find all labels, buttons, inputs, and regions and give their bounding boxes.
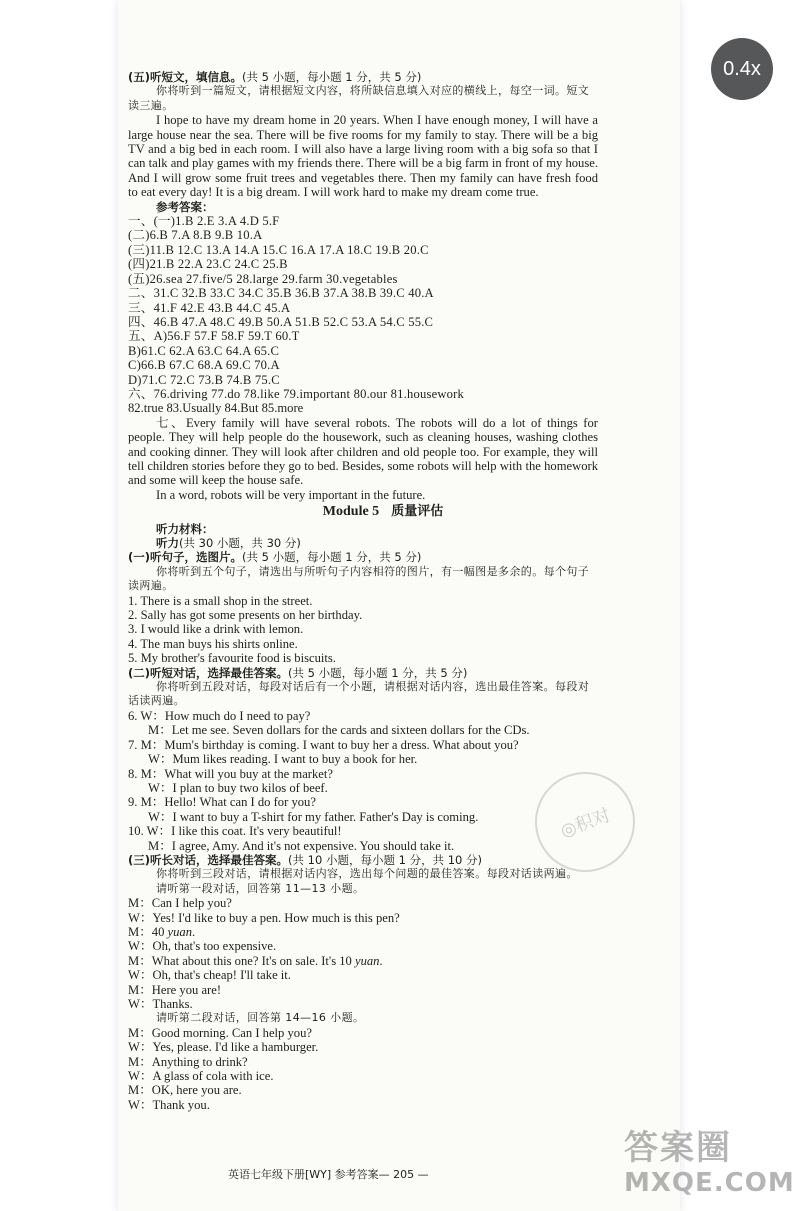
answer-line: D)71.C 72.C 73.B 74.B 75.C (128, 372, 280, 387)
dialogue-line: W：I want to buy a T-shirt for my father. Father's Day is coming. (148, 809, 479, 824)
dialogue-line: M：Can I help you? (128, 896, 232, 911)
answer-line: (三)11.B 12.C 13.A 14.A 15.C 16.A 17.A 18.C 19.B 20.C (128, 242, 429, 257)
answer-line: 五、A)56.F 57.F 58.F 59.T 60.T (128, 329, 300, 344)
answer-line: (四)21.B 22.A 23.C 24.C 25.B (128, 257, 288, 272)
answers-label: 参考答案： (156, 199, 214, 214)
listening-sentence: 3. I would like a drink with lemon. (128, 622, 304, 637)
listening-sentence: 1. There is a small shop in the street. (128, 593, 313, 608)
dialogue-line: W：Oh, that's cheap! I'll take it. (128, 968, 291, 983)
answer-line: 三、41.F 42.E 43.B 44.C 45.A (128, 300, 291, 315)
dialogue-line: W：Thanks. (128, 997, 193, 1011)
part-2-instructions: 你将听到五段对话，每段对话后有一个小题，请根据对话内容，选出最佳答案。每段对话读两遍。 (128, 680, 590, 708)
dialogue-line: W：I plan to buy two kilos of beef. (148, 780, 328, 795)
dialogue-line: M：OK, here you are. (128, 1083, 242, 1098)
dialogue-2 (128, 1026, 598, 1112)
dialogue-line: M：Here you are! (128, 982, 222, 997)
part-3-instructions: 你将听到三段对话，请根据对话内容，选出每个问题的最佳答案。每段对话读两遍。 (156, 867, 578, 881)
answer-essay: 七、Every family will have several robots. The robots will do a lot of things for people. They will help people do the housework, such as cleaning houses, washing clothes and cooking dinner. They will look after children and old people too. For example, they will tell children stories before they go to bed. Besides, some robots will help with the homework and some will keep the house safe. (128, 415, 598, 488)
dialogue-line: 10. W：I like this coat. It's very beautiful! (128, 824, 342, 839)
answer-line: 六、76.driving 77.do 78.like 79.important 80.our 81.housework (128, 386, 465, 401)
dialogue-line: M：Let me see. Seven dollars for the cards and sixteen dollars for the CDs. (148, 723, 530, 738)
dialogue-2-intro: 请听第二段对话，回答第 14—16 小题。 (156, 1011, 365, 1025)
dialogue-line: W：Yes, please. I'd like a hamburger. (128, 1040, 319, 1055)
dialogue-line: M：I agree, Amy. And it's not expensive. You should take it. (148, 838, 455, 853)
dialogue-line: W：Mum likes reading. I want to buy a book for her. (148, 752, 418, 767)
section-5-heading: (五)听短文，填信息。(共 5 小题，每小题 1 分，共 5 分) (128, 70, 422, 84)
dialogue-line: W：Oh, that's too expensive. (128, 939, 277, 954)
material-label: 听力材料： (156, 521, 214, 536)
dialogue-line: 8. M：What will you buy at the market? (128, 766, 333, 781)
answer-line: 二、31.C 32.B 33.C 34.C 35.B 36.B 37.A 38.B 39.C 40.A (128, 286, 434, 301)
dialogue-line: M：Anything to drink? (128, 1054, 248, 1069)
dialogue-1 (128, 896, 598, 1011)
part-1-items (128, 594, 598, 666)
dialogue-line: W：Thank you. (128, 1097, 210, 1112)
dialogue-line: 6. W：How much do I need to pay? (128, 708, 311, 723)
part-1-instructions: 你将听到五个句子，请选出与所听句子内容相符的图片，有一幅图是多余的。每个句子读两遍。 (128, 564, 590, 593)
listening-sentence: 5. My brother's favourite food is biscuits. (128, 651, 336, 666)
page-content (128, 70, 598, 1112)
answer-line: (五)26.sea 27.five/5 28.large 29.farm 30.vegetables (128, 271, 398, 286)
answer-line: C)66.B 67.C 68.A 69.C 70.A (128, 358, 280, 373)
page-footer: 英语七年级下册[WY] 参考答案— 205 — (228, 1168, 429, 1181)
dialogue-1-intro: 请听第一段对话，回答第 11—13 小题。 (156, 881, 365, 895)
zoom-indicator[interactable]: 0.4x (711, 38, 773, 100)
dialogue-line: 9. M：Hello! What can I do for you? (128, 795, 316, 810)
answer-line: 四、46.B 47.A 48.C 49.B 50.A 51.B 52.C 53.A 54.C 55.C (128, 314, 434, 329)
section-5-passage: I hope to have my dream home in 20 years. When I have enough money, I will have a large house near the sea. There will be five rooms for my family to stay. There will be a big TV and a big bed in each room. I will also have a large living room with a big sofa so that I can talk and play games with my friends there. There will be a big farm in front of my house. And I will grow some fruit trees and vegetables there. Then my family can have fresh food to eat every day! It is a big dream. I will work hard to make my dream come true. (128, 113, 598, 200)
module-title: Module 5 质量评估 (322, 504, 444, 520)
watermark-logo: 答案圈 MXQE.COM (624, 1128, 795, 1198)
answer-essay-end: In a word, robots will be very important in the future. (156, 487, 426, 502)
listening-sentence: 2. Sally has got some presents on her birthday. (128, 608, 363, 623)
dialogue-line: 7. M：Mum's birthday is coming. I want to buy her a dress. What about you? (128, 737, 519, 752)
watermark-stamp: ◎积对 (521, 758, 649, 886)
answer-line: 一、(一)1.B 2.E 3.A 4.D 5.F (128, 214, 280, 229)
listening-sentence: 4. The man buys his shirts online. (128, 636, 298, 651)
section-5-instructions: 你将听到一篇短文，请根据短文内容，将所缺信息填入对应的横线上，每空一词。短文读三遍。 (128, 84, 590, 112)
answer-line: (二)6.B 7.A 8.B 9.B 10.A (128, 228, 263, 243)
listening-label: 听力(共 30 小题，共 30 分) (156, 536, 301, 550)
answer-line-last: 82.true 83.Usually 84.But 85.more (128, 401, 304, 416)
dialogue-line: W：A glass of cola with ice. (128, 1069, 274, 1084)
dialogue-line: M：Good morning. Can I help you? (128, 1025, 312, 1040)
part-3-heading: (三)听长对话，选择最佳答案。(共 10 小题，每小题 1 分，共 10 分) (128, 852, 483, 867)
dialogue-line: M：What about this one? It's on sale. It's 10 yuan. (128, 953, 383, 968)
part-1-heading: (一)听句子，选图片。(共 5 小题，每小题 1 分，共 5 分) (128, 550, 422, 565)
part-2-dialogues (128, 709, 598, 853)
dialogue-line: W：Yes! I'd like to buy a pen. How much is this pen? (128, 910, 400, 925)
part-2-heading: (二)听短对话，选择最佳答案。(共 5 小题，每小题 1 分，共 5 分) (128, 665, 468, 680)
answer-key (128, 214, 598, 401)
dialogue-line: M：40 yuan. (128, 924, 196, 939)
answer-line: B)61.C 62.A 63.C 64.A 65.C (128, 343, 280, 358)
